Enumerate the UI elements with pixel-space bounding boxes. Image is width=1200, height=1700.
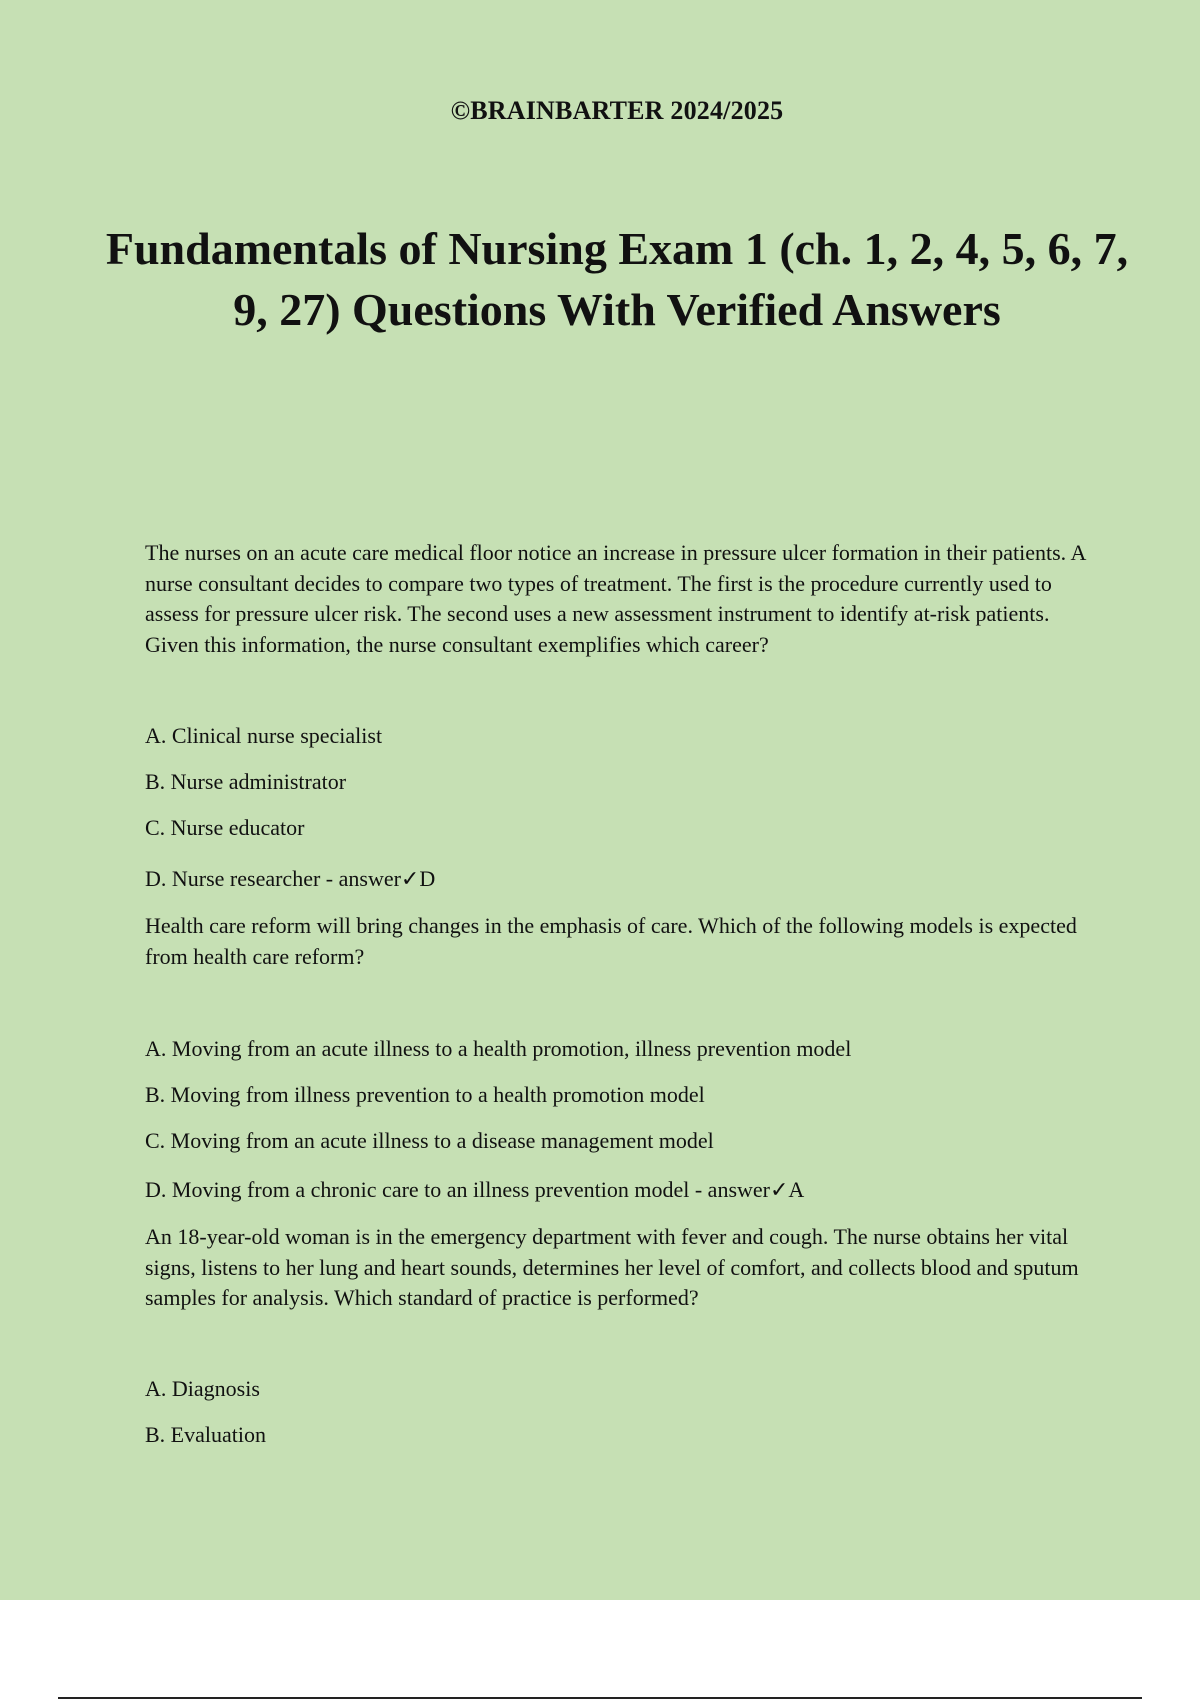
- question-2-option-c: C. Moving from an acute illness to a disease management model: [145, 1128, 714, 1153]
- document-title: Fundamentals of Nursing Exam 1 (ch. 1, 2, 4, 5, 6, 7, 9, 27) Questions With Verified Answers: [105, 223, 1129, 335]
- question-3-option-a: A. Diagnosis: [145, 1376, 260, 1401]
- question-1-option-c: C. Nurse educator: [145, 815, 305, 840]
- question-1-text: The nurses on an acute care medical floor notice an increase in pressure ulcer formation in their patients. A nurse consultant decides to compare two types of treatment. The first is the procedure currently used to assess for pressure ulcer risk. The second uses a new assessment instrument to identify at-risk patients. Given this information, the nurse consultant exemplifies which career?: [145, 540, 1086, 657]
- question-1-option-b: B. Nurse administrator: [145, 769, 347, 794]
- question-1-option-a: A. Clinical nurse specialist: [145, 723, 383, 748]
- question-3-text: An 18-year-old woman is in the emergency department with fever and cough. The nurse obtains her vital signs, listens to her lung and heart sounds, determines her level of comfort, and collects blood and sputum samples for analysis. Which standard of practice is performed?: [145, 1224, 1079, 1310]
- copyright-header: ©BRAINBARTER 2024/2025: [450, 96, 784, 125]
- bottom-divider: [58, 1697, 1142, 1699]
- question-3-option-b: B. Evaluation: [145, 1422, 266, 1447]
- question-2-option-b: B. Moving from illness prevention to a health promotion model: [145, 1082, 705, 1107]
- question-1-option-d: D. Nurse researcher - answer✓D: [145, 866, 436, 891]
- question-2-option-a: A. Moving from an acute illness to a health promotion, illness prevention model: [145, 1036, 852, 1061]
- question-2-option-d: D. Moving from a chronic care to an illness prevention model - answer✓A: [145, 1177, 805, 1202]
- question-2-text: Health care reform will bring changes in the emphasis of care. Which of the following models is expected from health care reform?: [145, 913, 1077, 969]
